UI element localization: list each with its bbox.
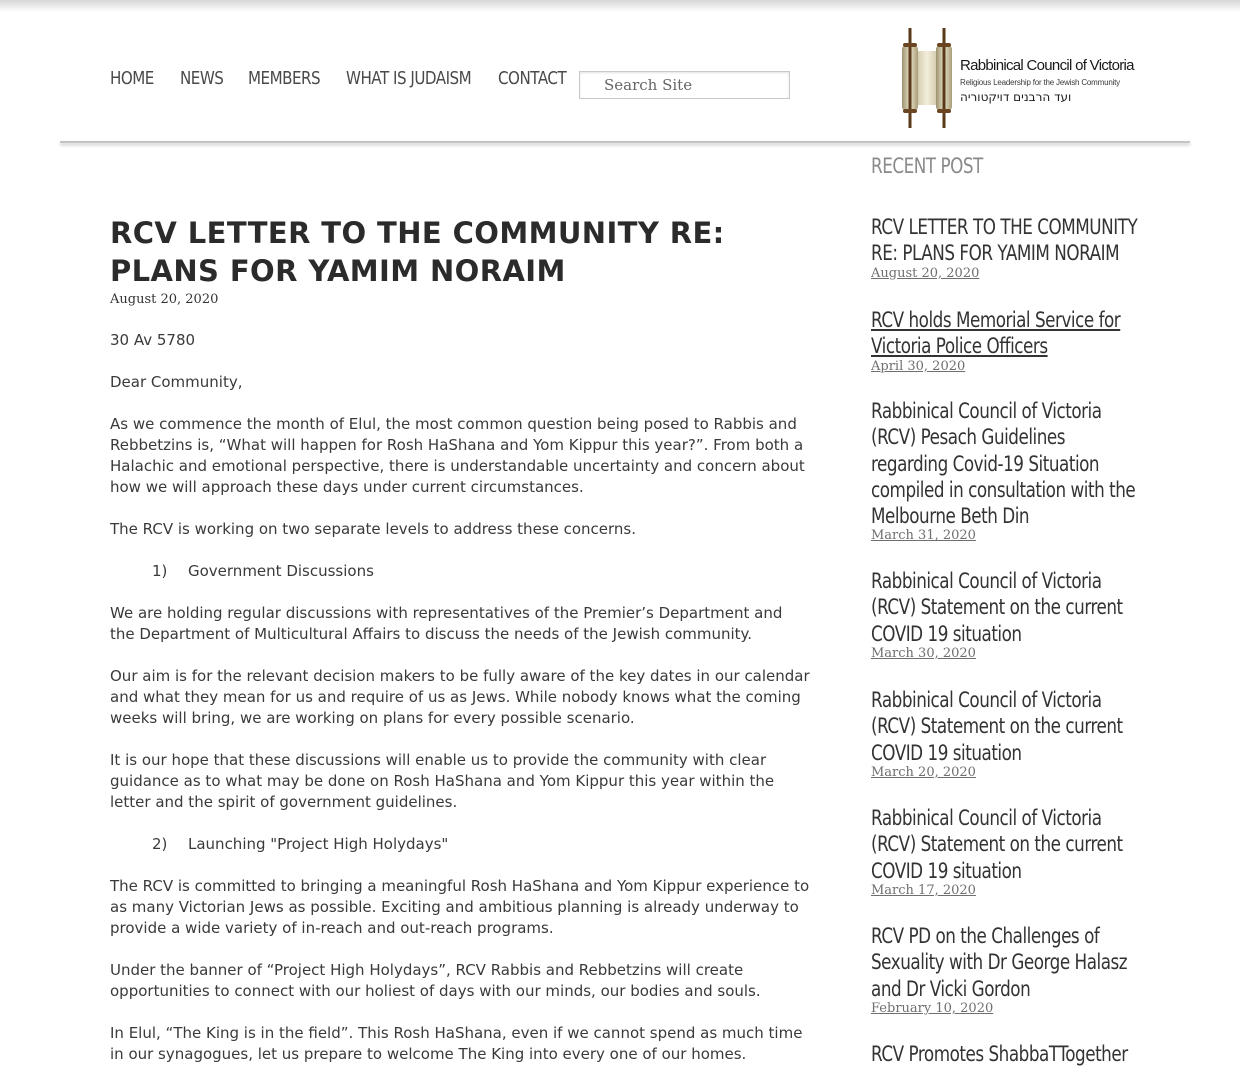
search-box — [579, 71, 790, 99]
nav-contact-link[interactable]: CONTACT — [498, 68, 567, 89]
nav-news-link[interactable]: NEWS — [180, 68, 224, 89]
recent-post-date[interactable]: March 20, 2020 — [871, 764, 976, 780]
recent-post-item — [871, 214, 1211, 281]
recent-post-link[interactable]: Rabbinical Council of Victoria (RCV) Pesach Guidelines regarding Covid-19 Situation compiled in consultation with the Melbourne Beth Din — [871, 399, 1136, 529]
item-label: Launching "Project High Holydays" — [188, 835, 449, 853]
search-input[interactable] — [604, 72, 794, 98]
torah-scroll-icon — [896, 26, 958, 130]
article-paragraph: Dear Community, — [110, 373, 243, 391]
recent-post-item — [871, 923, 1211, 1016]
nav-what-is-judaism-link[interactable]: WHAT IS JUDAISM — [346, 68, 472, 89]
recent-post-date[interactable]: August 20, 2020 — [871, 265, 980, 281]
recent-post-date[interactable]: April 30, 2020 — [871, 358, 966, 374]
item-number: 2) — [152, 835, 168, 853]
article-paragraph: The RCV is working on two separate levels to address these concerns. — [110, 520, 637, 538]
logo-tagline: Religious Leadership for the Jewish Community — [960, 78, 1120, 87]
recent-post-link[interactable]: Rabbinical Council of Victoria (RCV) Statement on the current COVID 19 situation — [871, 569, 1123, 646]
recent-post-heading: RECENT POST — [871, 154, 983, 178]
recent-post-date[interactable]: March 30, 2020 — [871, 645, 976, 661]
logo-name: Rabbinical Council of Victoria — [960, 57, 1134, 74]
numbered-heading — [110, 561, 810, 582]
recent-post-link[interactable]: RCV PD on the Challenges of Sexuality with Dr George Halasz and Dr Vicki Gordon — [871, 924, 1128, 1001]
recent-post-date[interactable]: March 17, 2020 — [871, 882, 976, 898]
recent-post-link[interactable]: Rabbinical Council of Victoria (RCV) Statement on the current COVID 19 situation — [871, 806, 1123, 883]
site-logo[interactable] — [896, 26, 1156, 130]
recent-post-link[interactable]: RCV holds Memorial Service for Victoria Police Officers — [871, 308, 1121, 359]
article-paragraph: 30 Av 5780 — [110, 331, 196, 349]
recent-post-item — [871, 805, 1211, 898]
article-paragraph: Under the banner of “Project High Holydays”, RCV Rabbis and Rebbetzins will create opportunities to connect with our holiest of days with our minds, our bodies and souls. — [110, 961, 761, 1000]
item-label: Government Discussions — [188, 562, 374, 580]
recent-post-item — [871, 687, 1211, 780]
article-paragraph: Our aim is for the relevant decision makers to be fully aware of the key dates in our calendar and what they mean for us and require of us as Jews. While nobody knows what the coming weeks will bring, we are working on plans for every possible scenario. — [110, 667, 810, 727]
article-paragraph: It is our hope that these discussions will enable us to provide the community with clear guidance as to what may be done on Rosh HaShana and Yom Kippur this year within the letter and the spirit of government guidelines. — [110, 751, 775, 811]
recent-post-item — [871, 398, 1211, 543]
top-shadow — [0, 0, 1240, 12]
article-paragraph: We are holding regular discussions with representatives of the Premier’s Department and the Department of Multicultural Affairs to discuss the needs of the Jewish community. — [110, 604, 783, 643]
header-divider — [60, 141, 1190, 143]
article-paragraph: The RCV is committed to bringing a meaningful Rosh HaShana and Yom Kippur experience to as many Victorian Jews as possible. Exciting and ambitious planning is already underway to provide a wide variety of in-reach and out-reach programs. — [110, 877, 810, 937]
nav-home-link[interactable]: HOME — [110, 68, 154, 89]
recent-post-link[interactable]: Rabbinical Council of Victoria (RCV) Statement on the current COVID 19 situation — [871, 688, 1123, 765]
recent-post-date[interactable]: March 31, 2020 — [871, 528, 976, 544]
article-body — [110, 330, 810, 1086]
article-paragraph: As we commence the month of Elul, the most common question being posed to Rabbis and Rebbetzins is, “What will happen for Rosh HaShana and Yom Kippur this year?”. From both a Halachic and emotional perspective, there is understandable uncertainty and concern about how we will approach these days under current circumstances. — [110, 415, 805, 496]
article-paragraph: In Elul, “The King is in the field”. This Rosh HaShana, even if we cannot spend as much time in our synagogues, let us prepare to welcome The King into every one of our homes. — [110, 1024, 803, 1063]
recent-post-item — [871, 568, 1211, 661]
recent-post-item — [871, 1041, 1211, 1067]
nav-members-link[interactable]: MEMBERS — [248, 68, 321, 89]
recent-post-link[interactable]: RCV Promotes ShabbaTTogether — [871, 1042, 1128, 1066]
article-title: RCV LETTER TO THE COMMUNITY RE: PLANS FOR YAMIM NORAIM — [110, 216, 725, 288]
recent-post-date[interactable]: February 10, 2020 — [871, 1000, 994, 1016]
item-number: 1) — [152, 562, 168, 580]
numbered-heading — [110, 834, 810, 855]
logo-hebrew-name: ועד הרבנים דויקטוריה — [960, 90, 1072, 104]
recent-post-item — [871, 307, 1211, 374]
recent-post-link[interactable]: RCV LETTER TO THE COMMUNITY RE: PLANS FOR YAMIM NORAIM — [871, 215, 1138, 266]
article-date: August 20, 2020 — [110, 292, 219, 307]
